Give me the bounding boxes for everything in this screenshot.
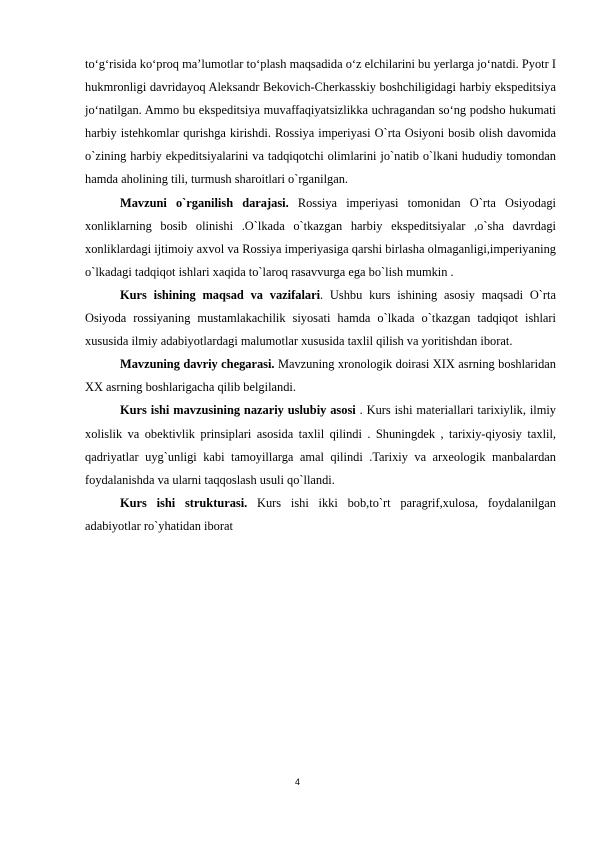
paragraph-goals: [85, 284, 556, 353]
heading-structure: Kurs ishi strukturasi.: [120, 495, 248, 510]
heading-period: Mavzuning davriy chegarasi.: [120, 357, 275, 372]
text-goals: . Ushbu kurs ishining asosiy maqsadi O`rta Osiyoda rossiyaning mustamlakachilik siyosati hamda o`lkada o`tkazgan tadqiqot ishlari xususida ilmiy adabiyotlardagi malumotlar xususida taxlil qilish va yoritishdan iborat.: [85, 287, 556, 349]
heading-goals: Kurs ishining maqsad va vazifalari: [120, 287, 321, 302]
paragraph-intro: to‘g‘risida ko‘proq ma’lumotlar to‘plash maqsadida o‘z elchilarini bu yerlarga jo‘natdi. Pyotr I hukmronligi davridayoq Aleksandr Bekovich-Cherkasskiy boshchiligidagi harbiy ekspeditsiya jo‘natilgan. Ammo bu ekspeditsiya muvaffaqiyatsizlikka uchragandan so‘ng podsho hukumati harbiy istehkomlar qurishga kirishdi. Rossiya imperiyasi O`rta Osiyoni bosib olish davomida o`zining harbiy ekpeditsiyalarini va tadqiqotchi olimlarini jo`natib o`lkani hududiy tomondan hamda aholining tili, turmush sharoitlari o`rganilgan.: [85, 57, 556, 187]
text-period: Mavzuning xronologik doirasi XIX asrning boshlaridan XX asrning boshlarigacha qilib belgilandi.: [85, 357, 556, 395]
heading-methodology: Kurs ishi mavzusining nazariy uslubiy asosi: [120, 403, 356, 418]
text-structure: Kurs ishi ikki bob,to`rt paragrif,xulosa, foydalanilgan adabiyotlar ro`yhatidan iborat: [85, 495, 556, 533]
heading-study-level: Mavzuni o`rganilish darajasi.: [120, 195, 289, 210]
paragraph-period: [85, 353, 556, 399]
body-text: [85, 53, 556, 538]
paragraph-study-level: [85, 192, 556, 284]
text-study-level: Rossiya imperiyasi tomonidan O`rta Osiyodagi xonliklarning bosib olinishi .O`lkada o`tkazgan harbiy ekspeditsiyalar ,o`sha davrdagi xonliklardagi ijtimoiy axvol va Rossiya imperiyasiga qarshi birlasha olmaganligi,imperiyaning o`lkadagi tadqiqot ishlari xaqida to`laroq rasavvurga ega bo`lish mumkin .: [85, 195, 556, 279]
paragraph-methodology: [85, 399, 556, 491]
paragraph-structure: [85, 492, 556, 538]
page-number: 4: [294, 777, 300, 787]
text-methodology: . Kurs ishi materiallari tarixiylik, ilmiy xolislik va obektivlik prinsiplari asosida taxlil qilindi . Shuningdek , tarixiy-qiyosiy taxlil, qadriyatlar uyg`unligi kabi tamoyillarga amal qilindi .Tarixiy va arxeologik manbalardan foydalanishda va ularni taqqoslash usuli qo`llandi.: [85, 403, 556, 487]
